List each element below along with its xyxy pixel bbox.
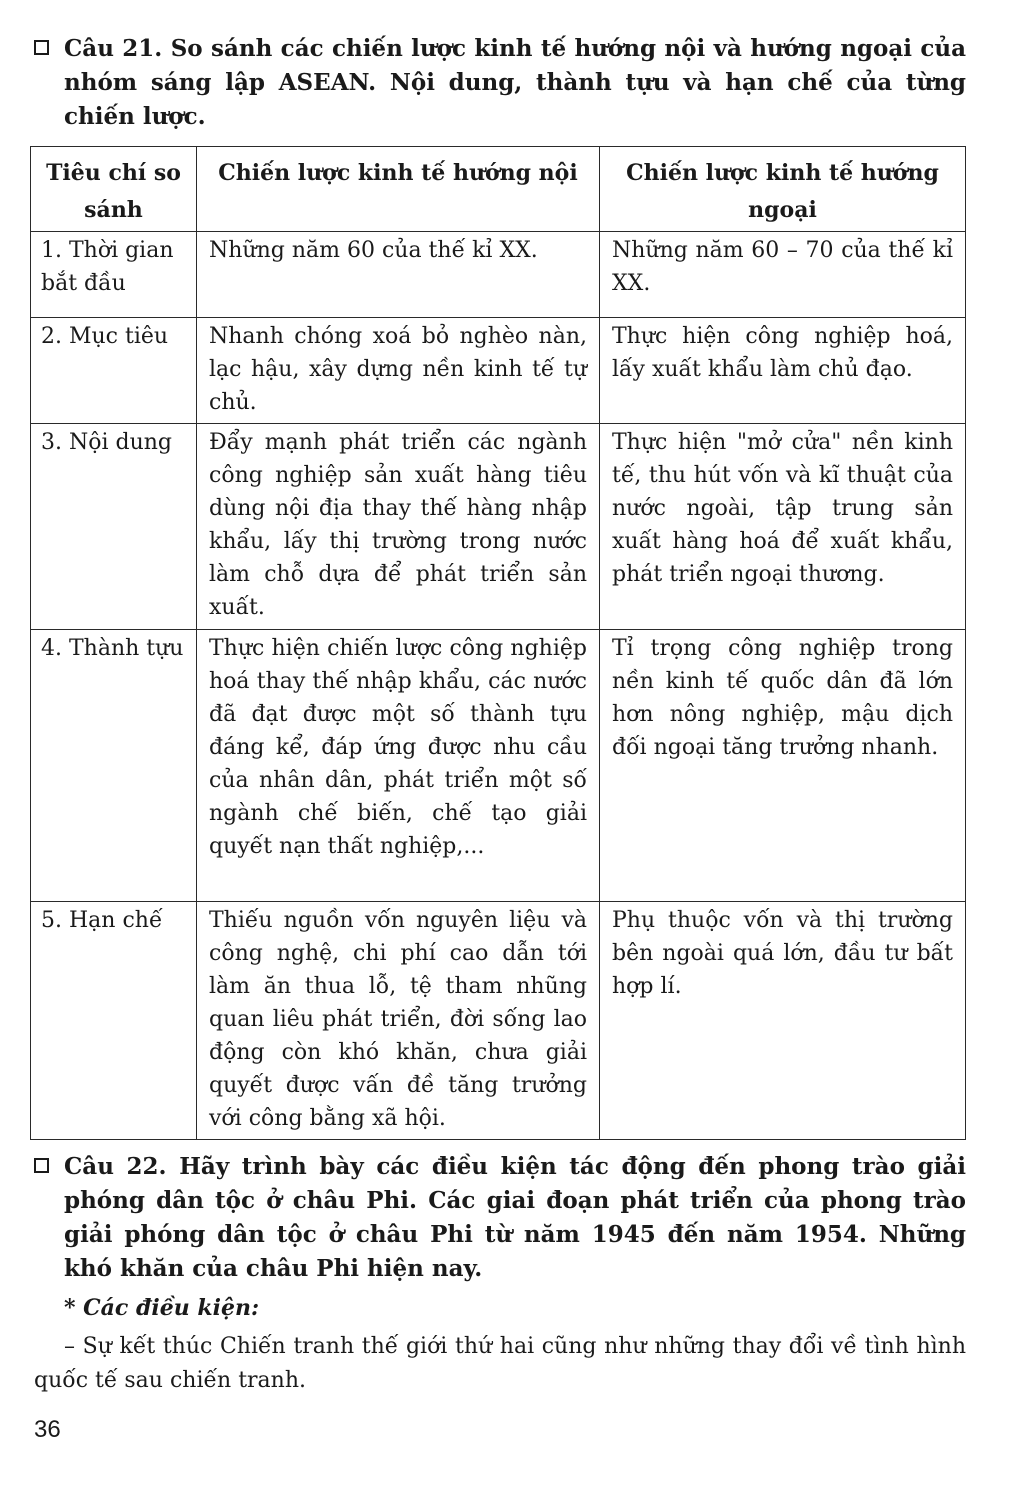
question-21-text: Câu 21. So sánh các chiến lược kinh tế hướng nội và hướng ngoại của nhóm sáng lập ASEAN. Nội dung, thành tựu và hạn chế của từng chiến lược. bbox=[64, 35, 966, 130]
conditions-heading: * Các điều kiện: bbox=[64, 1295, 260, 1321]
row-inward: Thiếu nguồn vốn nguyên liệu và công nghệ, chi phí cao dẫn tới làm ăn thua lỗ, tệ tham nhũng quan liêu phát triển, đời sống lao động còn khó khăn, chưa giải quyết được vấn đề tăng trưởng với công bằng xã hội. bbox=[197, 902, 600, 1140]
question-21 bbox=[34, 32, 966, 134]
question-22 bbox=[34, 1150, 966, 1286]
row-outward: Phụ thuộc vốn và thị trường bên ngoài quá lớn, đầu tư bất hợp lí. bbox=[600, 902, 966, 1140]
header-criteria: Tiêu chí so sánh bbox=[31, 147, 197, 232]
checkbox-square-icon bbox=[34, 1158, 49, 1173]
row-inward: Những năm 60 của thế kỉ XX. bbox=[197, 232, 600, 318]
table-header-row bbox=[31, 147, 966, 232]
header-outward-strategy: Chiến lược kinh tế hướng ngoại bbox=[600, 147, 966, 232]
row-inward: Đẩy mạnh phát triển các ngành công nghiệp sản xuất hàng tiêu dùng nội địa thay thế hàng nhập khẩu, lấy thị trường trong nước làm chỗ dựa để phát triển sản xuất. bbox=[197, 424, 600, 630]
row-inward: Nhanh chóng xoá bỏ nghèo nàn, lạc hậu, xây dựng nền kinh tế tự chủ. bbox=[197, 318, 600, 424]
checkbox-square-icon bbox=[34, 40, 49, 55]
table-row bbox=[31, 318, 966, 424]
row-criteria: 5. Hạn chế bbox=[31, 902, 197, 1140]
table-row bbox=[31, 902, 966, 1140]
row-outward: Thực hiện công nghiệp hoá, lấy xuất khẩu làm chủ đạo. bbox=[600, 318, 966, 424]
comparison-table bbox=[30, 146, 966, 1140]
row-criteria: 1. Thời gian bắt đầu bbox=[31, 232, 197, 318]
row-inward: Thực hiện chiến lược công nghiệp hoá thay thế nhập khẩu, các nước đã đạt được một số thành tựu đáng kể, đáp ứng được nhu cầu của nhân dân, phát triển một số ngành chế biến, chế tạo giải quyết nạn thất nghiệp,... bbox=[197, 630, 600, 902]
row-criteria: 3. Nội dung bbox=[31, 424, 197, 630]
row-criteria: 2. Mục tiêu bbox=[31, 318, 197, 424]
row-criteria: 4. Thành tựu bbox=[31, 630, 197, 902]
conditions-paragraph: – Sự kết thúc Chiến tranh thế giới thứ hai cũng như những thay đổi về tình hình quốc tế sau chiến tranh. bbox=[34, 1334, 966, 1393]
row-outward: Tỉ trọng công nghiệp trong nền kinh tế quốc dân đã lớn hơn nông nghiệp, mậu dịch đối ngoại tăng trưởng nhanh. bbox=[600, 630, 966, 902]
row-outward: Thực hiện "mở cửa" nền kinh tế, thu hút vốn và kĩ thuật của nước ngoài, tập trung sản xuất hàng hoá để xuất khẩu, phát triển ngoại thương. bbox=[600, 424, 966, 630]
header-inward-strategy: Chiến lược kinh tế hướng nội bbox=[197, 147, 600, 232]
row-outward: Những năm 60 – 70 của thế kỉ XX. bbox=[600, 232, 966, 318]
page-number: 36 bbox=[34, 1416, 61, 1443]
table-row bbox=[31, 424, 966, 630]
question-22-text: Câu 22. Hãy trình bày các điều kiện tác động đến phong trào giải phóng dân tộc ở châu Phi. Các giai đoạn phát triển của phong trào giải phóng dân tộc ở châu Phi từ năm 1945 đến năm 1954. Những khó khăn của châu Phi hiện nay. bbox=[64, 1153, 966, 1282]
table-row bbox=[31, 630, 966, 902]
table-row bbox=[31, 232, 966, 318]
